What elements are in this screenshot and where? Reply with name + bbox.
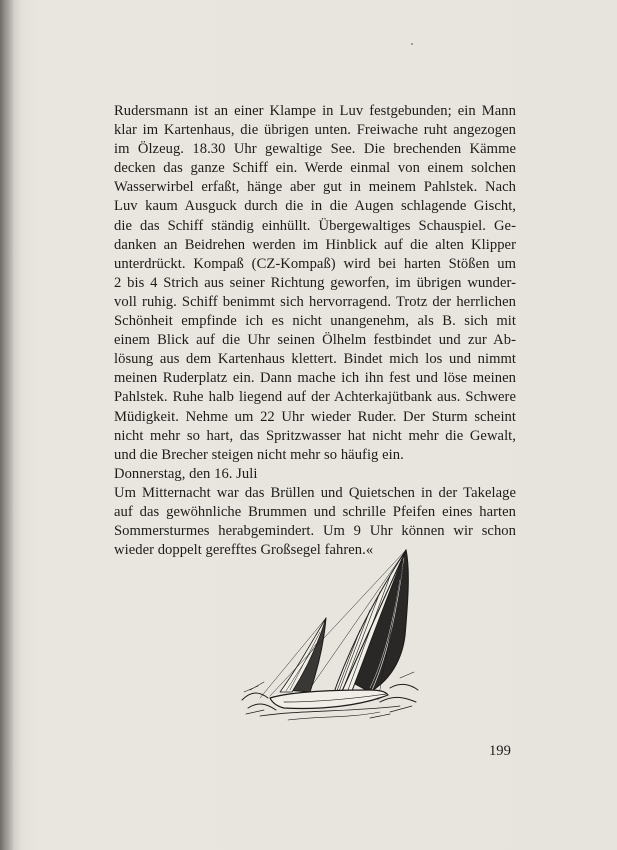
text-line: klar im Kartenhaus, die übrigen unten. Freiwache ruht angezogen xyxy=(114,122,516,139)
body-text xyxy=(114,102,516,560)
text-line: die das Schiff ständig einhüllt. Übergewaltiges Schauspiel. Ge- xyxy=(114,217,516,234)
text-line: Sommersturmes herabgemindert. Um 9 Uhr können wir schon xyxy=(114,523,516,540)
text-line: decken das ganze Schiff ein. Werde einmal von einem solchen xyxy=(114,160,516,177)
text-line: Wasserwirbel erfaßt, hänge aber gut in meinem Pahlstek. Nach xyxy=(114,179,516,196)
text-line: einem Blick auf die Uhr seinen Ölhelm festbindet und zur Ab- xyxy=(114,332,516,349)
text-line: auf das gewöhnliche Brummen und schrille Pfeifen eines harten xyxy=(114,503,516,520)
text-line: danken an Beidrehen werden im Hinblick auf die alten Klipper xyxy=(114,236,516,253)
text-line: voll ruhig. Schiff benimmt sich hervorragend. Trotz der herrlichen xyxy=(114,293,516,310)
text-line: Luv kaum Ausguck durch die in die Augen schlagende Gischt, xyxy=(114,198,516,215)
page-number: 199 xyxy=(489,743,511,759)
text-line: lösung aus dem Kartenhaus klettert. Bindet mich los und nimmt xyxy=(114,351,516,368)
text-line: Rudersmann ist an einer Klampe in Luv festgebunden; ein Mann xyxy=(114,103,516,119)
paper-speck xyxy=(411,43,413,45)
text-line: im Ölzeug. 18.30 Uhr gewaltige See. Die brechenden Kämme xyxy=(114,141,516,158)
text-line: Müdigkeit. Nehme um 22 Uhr wieder Ruder. Der Sturm scheint xyxy=(114,408,516,425)
gutter-shadow xyxy=(0,0,14,850)
text-line: nicht mehr so hart, das Spritzwasser hat nicht mehr die Gewalt, xyxy=(114,427,516,444)
date-heading: Donnerstag, den 16. Juli xyxy=(114,465,258,482)
text-line: Pahlstek. Ruhe halb liegend auf der Achterkajütbank aus. Schwere xyxy=(114,389,516,406)
text-line: Schönheit empfinde ich es nicht unangenehm, als B. sich mit xyxy=(114,313,516,330)
text-line: 2 bis 4 Strich aus seiner Richtung geworfen, im übrigen wunder- xyxy=(114,274,516,291)
text-line: meinen Ruderplatz ein. Dann mache ich ihn fest und löse meinen xyxy=(114,370,516,387)
text-line: und die Brecher steigen nicht mehr so häufig ein. xyxy=(114,446,404,463)
text-line: Um Mitternacht war das Brüllen und Quietschen in der Takelage xyxy=(114,484,516,501)
text-line: wieder doppelt gerefftes Großsegel fahren.« xyxy=(114,542,374,559)
sailing-yacht-sketch-icon xyxy=(240,540,420,725)
text-line: unterdrückt. Kompaß (CZ-Kompaß) wird bei harten Stößen um xyxy=(114,255,516,272)
